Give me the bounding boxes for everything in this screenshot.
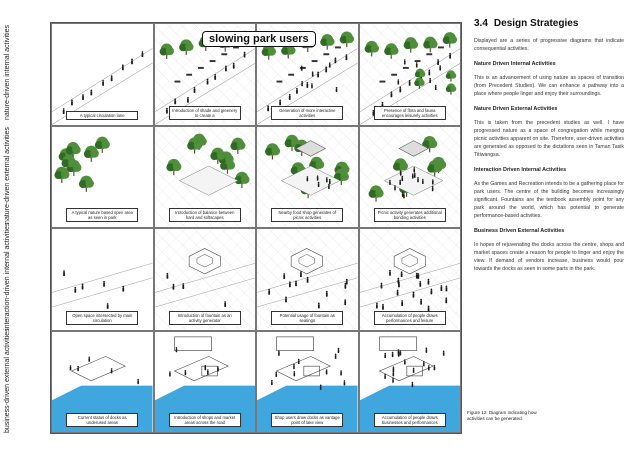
person-figure xyxy=(399,179,401,184)
person-figure xyxy=(311,83,313,88)
person-figure xyxy=(301,81,303,86)
shop-structure xyxy=(174,336,211,350)
person-figure xyxy=(166,108,168,114)
person-figure xyxy=(243,52,245,58)
tree-icon xyxy=(414,77,424,88)
tree-icon xyxy=(442,32,456,48)
section-title xyxy=(474,18,624,29)
diagram-caption: Accumulation of people draws performances and leisure xyxy=(374,311,446,325)
person-figure xyxy=(142,51,144,57)
tree-icon xyxy=(159,44,173,60)
person-figure xyxy=(445,285,447,291)
person-figure xyxy=(71,99,73,105)
tree-icon xyxy=(340,32,354,48)
shop-structure xyxy=(379,336,416,350)
person-figure xyxy=(63,270,65,276)
person-figure xyxy=(74,287,76,293)
person-figure xyxy=(412,173,414,178)
person-figure xyxy=(301,65,303,70)
person-figure xyxy=(397,351,399,356)
row-label-3: interaction-driven internal activities xyxy=(4,222,11,330)
tree-icon xyxy=(445,83,455,94)
person-figure xyxy=(326,291,328,297)
person-figure xyxy=(206,79,208,85)
person-figure xyxy=(267,105,269,111)
person-figure xyxy=(102,80,104,86)
intro-paragraph: Displayed are a series of progressive diagrams that indicate consequential activities. xyxy=(474,38,624,52)
person-figure xyxy=(389,270,391,276)
diagram-r2c2 xyxy=(154,126,257,229)
person-figure xyxy=(182,283,184,289)
diagram-r3c3 xyxy=(256,228,359,331)
person-figure xyxy=(412,292,414,298)
person-figure xyxy=(423,360,425,365)
person-figure xyxy=(278,350,280,355)
diagram-r4c4 xyxy=(359,331,462,434)
bench-icon xyxy=(300,67,306,69)
market-stall xyxy=(406,366,422,376)
diagram-caption: Generation of more interactive activities xyxy=(271,106,343,120)
person-figure xyxy=(392,366,394,371)
person-figure xyxy=(326,369,328,374)
person-figure xyxy=(317,72,319,78)
person-figure xyxy=(283,273,285,279)
person-figure xyxy=(417,176,419,181)
subheading-2: Nature Driven External Activities xyxy=(474,106,558,112)
person-figure xyxy=(403,193,405,198)
person-figure xyxy=(77,365,79,370)
fountain-inner xyxy=(401,254,417,267)
pathway-edge xyxy=(52,48,153,111)
diagram-r2c4 xyxy=(359,126,462,229)
overlay-title: slowing park users xyxy=(202,31,316,47)
diagram-caption: Current status of docks as underused areas xyxy=(66,413,138,427)
person-figure xyxy=(432,179,434,184)
person-figure xyxy=(382,304,384,310)
diagram-caption: Shop users draw docks as vantage point of lake view xyxy=(271,413,343,427)
person-figure xyxy=(415,273,417,279)
person-figure xyxy=(307,176,309,181)
person-figure xyxy=(428,70,430,76)
diagram-caption: Potential usage of fountain as seatings xyxy=(271,311,343,325)
paragraph-2: This is taken from the precedent studies as well. I have progressed nature as a space of congregation while merging picnic activities apparent on site. Therefore, user-driven activities are generated as opposed to the dictations seen in Taman Tasik Titiwangsa. xyxy=(474,120,624,158)
person-figure xyxy=(137,378,139,383)
person-figure xyxy=(449,53,451,59)
bench-icon xyxy=(323,53,329,55)
diagram-r3c1 xyxy=(51,228,154,331)
person-figure xyxy=(111,368,113,373)
person-figure xyxy=(417,273,419,279)
subheading-4: Business Driven External Activities xyxy=(474,228,565,234)
bench-icon xyxy=(186,74,192,76)
person-figure xyxy=(275,371,277,376)
person-figure xyxy=(111,75,113,81)
person-figure xyxy=(420,299,422,305)
person-figure xyxy=(399,170,401,175)
market-stall xyxy=(304,366,320,376)
bench-icon xyxy=(277,81,283,83)
person-figure xyxy=(103,281,105,287)
person-figure xyxy=(307,277,309,283)
person-figure xyxy=(391,351,393,356)
diagram-r4c3 xyxy=(256,331,359,434)
bench-icon xyxy=(379,81,385,83)
person-figure xyxy=(427,279,429,285)
row-label-4: business-driven external activities xyxy=(4,328,11,433)
person-figure xyxy=(318,303,320,309)
person-figure xyxy=(440,285,442,291)
person-figure xyxy=(442,350,444,355)
person-figure xyxy=(408,80,410,86)
person-figure xyxy=(329,178,331,183)
person-figure xyxy=(82,284,84,290)
person-figure xyxy=(394,185,396,190)
person-figure xyxy=(384,352,386,357)
person-figure xyxy=(434,85,436,90)
person-figure xyxy=(399,86,401,92)
tree-icon xyxy=(423,37,437,53)
person-figure xyxy=(70,365,72,370)
person-figure xyxy=(338,347,340,352)
diagram-caption: Accumulation of people draws businesses and performances xyxy=(374,413,446,427)
person-figure xyxy=(131,58,133,64)
person-figure xyxy=(289,94,291,100)
person-figure xyxy=(429,78,431,83)
person-figure xyxy=(166,273,168,279)
person-figure xyxy=(107,303,109,309)
person-figure xyxy=(336,87,338,92)
person-figure xyxy=(285,297,287,303)
person-figure xyxy=(193,87,195,93)
person-figure xyxy=(298,358,300,363)
person-figure xyxy=(433,364,435,369)
person-figure xyxy=(384,373,386,378)
row-label-1: nature-driven internal activities xyxy=(4,25,11,120)
diagram-caption: Introduction of shops and market areas across the road xyxy=(169,413,241,427)
person-figure xyxy=(217,366,219,371)
fountain-inner xyxy=(196,254,212,267)
diagram-caption: Introduction of fountain as an activity generator xyxy=(169,311,241,325)
person-figure xyxy=(294,371,296,376)
diagram-r3c4 xyxy=(359,228,462,331)
subheading-3: Interaction Driven Internal Activities xyxy=(474,167,567,173)
diagram-r4c1 xyxy=(51,331,154,434)
bench-icon xyxy=(221,53,227,55)
bench-icon xyxy=(288,74,294,76)
person-figure xyxy=(401,175,403,180)
person-figure xyxy=(346,54,348,60)
person-figure xyxy=(289,281,291,287)
bench-icon xyxy=(197,67,203,69)
shop-structure xyxy=(277,336,314,350)
fountain-inner xyxy=(299,254,315,267)
person-figure xyxy=(404,359,406,364)
person-figure xyxy=(312,71,314,76)
dock-structure xyxy=(174,356,228,380)
market-stall xyxy=(201,366,217,376)
person-figure xyxy=(82,94,84,100)
diagram-caption: Presence of flora and fauna encourages leisurely activities xyxy=(374,106,446,120)
tree-icon xyxy=(364,41,378,57)
paragraph-4: In hopes of rejuvenating the docks across the centre, shops and market spaces create a reason for people to linger and enjoy the view. If demand of vendors increase, business would pour towards the docks as seen in some parts in the park. xyxy=(474,242,624,272)
person-figure xyxy=(403,59,405,64)
person-figure xyxy=(122,64,124,70)
bench-icon xyxy=(391,74,397,76)
bench-icon xyxy=(402,67,408,69)
plaza-surface xyxy=(179,166,238,195)
diagram-r4c2 xyxy=(154,331,257,434)
person-figure xyxy=(413,167,415,172)
person-figure xyxy=(329,62,331,67)
person-figure xyxy=(437,59,439,65)
paragraph-3: As the Games and Recreation intends to be a gathering place for park users. The centre of the building becomes increasingly significant. Fountains are the textbook assembly point for any park around the world, which has potential to generate performance-based activities. xyxy=(474,181,624,219)
dock-structure xyxy=(379,356,433,380)
circulation-line xyxy=(52,278,153,307)
person-figure xyxy=(279,99,281,105)
person-figure xyxy=(400,271,402,277)
diagram-caption: A typical nature based open area as seen in park xyxy=(66,208,138,222)
diagram-caption: Introduction of balance between hard and softscapes xyxy=(169,208,241,222)
person-figure xyxy=(268,289,270,295)
plaza-surface xyxy=(281,166,340,195)
person-figure xyxy=(90,90,92,96)
dock-structure xyxy=(72,356,126,380)
person-figure xyxy=(411,381,413,386)
paragraph-1: This is an advancement of using nature as spaces of transition (from Precedent Studies). We can enhance a pathway into a place where people linger and enjoy their surroundings. xyxy=(474,75,624,97)
section-title-text: Design Strategies xyxy=(493,18,579,29)
diagram-caption: Introduction of shade and greenery to create a xyxy=(169,106,241,120)
person-figure xyxy=(439,65,441,70)
row-label-2: nature-driven external activities xyxy=(4,127,11,224)
person-figure xyxy=(320,384,322,389)
person-figure xyxy=(293,363,295,368)
person-figure xyxy=(172,284,174,290)
tree-icon xyxy=(265,143,280,159)
person-figure xyxy=(427,365,429,370)
diagram-r3c2 xyxy=(154,228,257,331)
bench-icon xyxy=(414,60,420,62)
bench-icon xyxy=(426,53,432,55)
person-figure xyxy=(325,67,327,73)
person-figure xyxy=(422,178,424,183)
dock-structure xyxy=(277,356,331,380)
person-figure xyxy=(376,303,378,309)
tree-icon xyxy=(230,137,245,153)
person-figure xyxy=(225,66,227,72)
person-figure xyxy=(380,283,382,289)
bench-icon xyxy=(312,60,318,62)
person-figure xyxy=(169,371,171,376)
person-figure xyxy=(412,367,414,372)
subheading-1: Nature Driven Internal Activities xyxy=(474,61,556,67)
person-figure xyxy=(431,185,433,190)
person-figure xyxy=(413,172,415,177)
person-figure xyxy=(340,370,342,375)
person-figure xyxy=(445,297,447,303)
section-number: 3.4 xyxy=(474,18,488,29)
person-figure xyxy=(396,290,398,296)
diagram-caption: Picnic activity generates additional bonding activities xyxy=(374,208,446,222)
bench-icon xyxy=(209,60,215,62)
person-figure xyxy=(344,380,346,385)
person-figure xyxy=(397,79,399,84)
person-figure xyxy=(344,299,346,305)
person-figure xyxy=(419,281,421,287)
person-figure xyxy=(389,179,391,184)
person-figure xyxy=(398,281,400,287)
person-figure xyxy=(174,98,176,104)
person-figure xyxy=(204,364,206,369)
person-figure xyxy=(296,88,298,94)
person-figure xyxy=(214,74,216,80)
bench-icon xyxy=(335,46,341,48)
diagram-r1c1 xyxy=(51,23,154,126)
tree-icon xyxy=(384,43,398,59)
diagram-grid xyxy=(50,22,462,434)
person-figure xyxy=(392,371,394,376)
person-figure xyxy=(318,181,320,186)
diagram-r2c1 xyxy=(51,126,154,229)
circulation-line xyxy=(52,263,153,292)
person-figure xyxy=(306,82,308,88)
tree-icon xyxy=(166,158,181,174)
person-figure xyxy=(425,347,427,352)
diagram-caption: A typical circulation lane xyxy=(66,111,138,120)
person-figure xyxy=(392,377,394,382)
person-figure xyxy=(346,279,348,285)
person-figure xyxy=(415,62,417,67)
person-figure xyxy=(401,300,403,306)
diagram-caption: Open space intersected by main circulation xyxy=(66,311,138,325)
person-figure xyxy=(317,175,319,180)
person-figure xyxy=(326,177,328,182)
person-figure xyxy=(271,379,273,384)
person-figure xyxy=(184,369,186,374)
tree-icon xyxy=(368,185,383,201)
person-figure xyxy=(430,289,432,295)
diagram-caption: Nearby food shop generates of picnic activities xyxy=(271,208,343,222)
bench-icon xyxy=(438,46,444,48)
person-figure xyxy=(295,280,297,286)
person-figure xyxy=(175,347,177,352)
person-figure xyxy=(63,108,65,114)
diagram-r1c4 xyxy=(359,23,462,126)
person-figure xyxy=(187,97,189,103)
diagram-r2c3 xyxy=(256,126,359,229)
person-figure xyxy=(335,353,337,358)
person-figure xyxy=(88,356,90,361)
person-figure xyxy=(328,183,330,188)
person-figure xyxy=(335,57,337,63)
bench-icon xyxy=(174,81,180,83)
text-column xyxy=(474,18,624,280)
person-figure xyxy=(399,350,401,355)
tree-icon xyxy=(79,175,94,191)
person-figure xyxy=(122,286,124,292)
person-figure xyxy=(300,271,302,277)
person-figure xyxy=(390,91,392,97)
figure-caption: Figure 12: Diagram indicating how activities can be generated. xyxy=(467,410,537,421)
person-figure xyxy=(232,63,234,69)
person-figure xyxy=(224,301,226,307)
person-figure xyxy=(207,369,209,374)
